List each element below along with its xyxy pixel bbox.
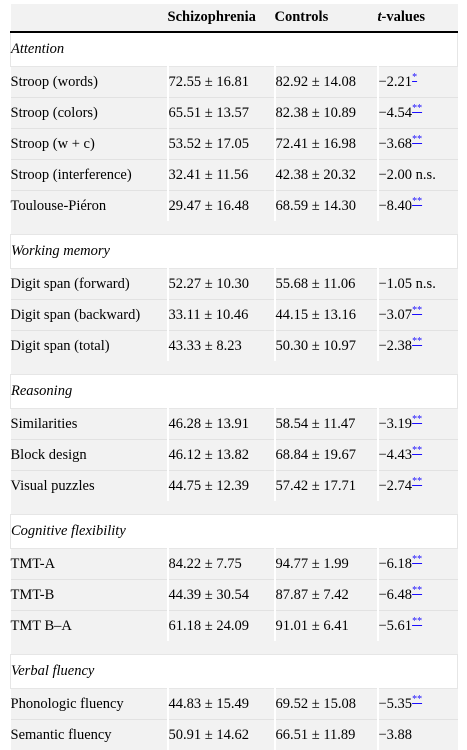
table-row bbox=[11, 331, 458, 362]
t-value: −2.38 bbox=[379, 338, 413, 354]
spacer-row bbox=[11, 501, 458, 515]
t-value-cell bbox=[378, 720, 458, 750]
significance-link[interactable]: ** bbox=[412, 134, 422, 145]
section-title: Attention bbox=[11, 32, 458, 67]
table-row bbox=[11, 689, 458, 720]
significance-link[interactable]: ** bbox=[412, 616, 422, 627]
section-row bbox=[11, 655, 458, 689]
significance-link[interactable]: ** bbox=[412, 414, 422, 425]
table-row bbox=[11, 129, 458, 160]
measure-name: Stroop (words) bbox=[11, 67, 168, 98]
controls-value: 72.41 ± 16.98 bbox=[275, 129, 378, 160]
significance-link[interactable]: ** bbox=[412, 445, 422, 456]
table-row bbox=[11, 549, 458, 580]
controls-value: 87.87 ± 7.42 bbox=[275, 580, 378, 611]
t-value-cell bbox=[378, 98, 458, 129]
measure-name: Similarities bbox=[11, 409, 168, 440]
controls-value: 82.92 ± 14.08 bbox=[275, 67, 378, 98]
section-title: Reasoning bbox=[11, 375, 458, 409]
header-row bbox=[11, 4, 458, 32]
spacer-row bbox=[11, 361, 458, 375]
t-value: −5.61 bbox=[379, 618, 413, 634]
controls-value: 91.01 ± 6.41 bbox=[275, 611, 378, 642]
table-row bbox=[11, 300, 458, 331]
t-value: −3.19 bbox=[379, 416, 413, 432]
header-t-italic: t bbox=[378, 9, 382, 25]
t-value-cell bbox=[378, 300, 458, 331]
header-measure bbox=[11, 4, 168, 32]
measure-name: Stroop (w + c) bbox=[11, 129, 168, 160]
controls-value: 44.15 ± 13.16 bbox=[275, 300, 378, 331]
measure-name: TMT-A bbox=[11, 549, 168, 580]
t-value: −5.35 bbox=[379, 696, 413, 712]
measure-name: TMT-B bbox=[11, 580, 168, 611]
t-value-cell bbox=[378, 440, 458, 471]
spacer-cell bbox=[11, 501, 458, 515]
schizophrenia-value: 46.28 ± 13.91 bbox=[168, 409, 275, 440]
schizophrenia-value: 44.83 ± 15.49 bbox=[168, 689, 275, 720]
controls-value: 58.54 ± 11.47 bbox=[275, 409, 378, 440]
t-value-cell bbox=[378, 409, 458, 440]
schizophrenia-value: 33.11 ± 10.46 bbox=[168, 300, 275, 331]
table-row bbox=[11, 269, 458, 300]
t-value-cell bbox=[378, 269, 458, 300]
t-value-cell bbox=[378, 129, 458, 160]
section-row bbox=[11, 235, 458, 269]
significance-link[interactable]: ** bbox=[412, 694, 422, 705]
schizophrenia-value: 53.52 ± 17.05 bbox=[168, 129, 275, 160]
measure-name: Phonologic fluency bbox=[11, 689, 168, 720]
schizophrenia-value: 29.47 ± 16.48 bbox=[168, 191, 275, 222]
measure-name: Visual puzzles bbox=[11, 471, 168, 502]
section-row bbox=[11, 515, 458, 549]
controls-value: 94.77 ± 1.99 bbox=[275, 549, 378, 580]
schizophrenia-value: 50.91 ± 14.62 bbox=[168, 720, 275, 750]
significance-link[interactable]: ** bbox=[412, 305, 422, 316]
spacer-cell bbox=[11, 641, 458, 655]
t-value: −2.21 bbox=[379, 74, 413, 90]
spacer-cell bbox=[11, 361, 458, 375]
header-t-rest: -values bbox=[382, 9, 426, 25]
measure-name: Digit span (total) bbox=[11, 331, 168, 362]
controls-value: 50.30 ± 10.97 bbox=[275, 331, 378, 362]
table-row bbox=[11, 440, 458, 471]
controls-value: 69.52 ± 15.08 bbox=[275, 689, 378, 720]
controls-value: 68.59 ± 14.30 bbox=[275, 191, 378, 222]
measure-name: Block design bbox=[11, 440, 168, 471]
spacer-row bbox=[11, 641, 458, 655]
section-title: Verbal fluency bbox=[11, 655, 458, 689]
section-title: Working memory bbox=[11, 235, 458, 269]
measure-name: Stroop (colors) bbox=[11, 98, 168, 129]
measure-name: Digit span (forward) bbox=[11, 269, 168, 300]
section-row bbox=[11, 32, 458, 67]
t-value: −6.48 bbox=[379, 587, 413, 603]
t-value: −2.00 n.s. bbox=[379, 167, 436, 183]
significance-link[interactable]: ** bbox=[412, 103, 422, 114]
t-value: −6.18 bbox=[379, 556, 413, 572]
schizophrenia-value: 65.51 ± 13.57 bbox=[168, 98, 275, 129]
t-value-cell bbox=[378, 160, 458, 191]
schizophrenia-value: 84.22 ± 7.75 bbox=[168, 549, 275, 580]
table-row bbox=[11, 720, 458, 750]
schizophrenia-value: 32.41 ± 11.56 bbox=[168, 160, 275, 191]
significance-link[interactable]: * bbox=[412, 72, 417, 83]
measure-name: TMT B–A bbox=[11, 611, 168, 642]
t-value: −3.88 bbox=[379, 727, 413, 743]
t-value-cell bbox=[378, 549, 458, 580]
controls-value: 57.42 ± 17.71 bbox=[275, 471, 378, 502]
results-table bbox=[10, 4, 458, 750]
table-row bbox=[11, 160, 458, 191]
controls-value: 82.38 ± 10.89 bbox=[275, 98, 378, 129]
header-controls: Controls bbox=[275, 4, 378, 32]
t-value-cell bbox=[378, 689, 458, 720]
table-row bbox=[11, 611, 458, 642]
significance-link[interactable]: ** bbox=[412, 196, 422, 207]
table-row bbox=[11, 471, 458, 502]
schizophrenia-value: 44.39 ± 30.54 bbox=[168, 580, 275, 611]
section-title: Cognitive flexibility bbox=[11, 515, 458, 549]
t-value: −3.68 bbox=[379, 136, 413, 152]
measure-name: Digit span (backward) bbox=[11, 300, 168, 331]
t-value-cell bbox=[378, 331, 458, 362]
t-value: −8.40 bbox=[379, 198, 413, 214]
controls-value: 55.68 ± 11.06 bbox=[275, 269, 378, 300]
schizophrenia-value: 44.75 ± 12.39 bbox=[168, 471, 275, 502]
table-row bbox=[11, 98, 458, 129]
t-value-cell bbox=[378, 611, 458, 642]
t-value-cell bbox=[378, 580, 458, 611]
header-schizophrenia: Schizophrenia bbox=[168, 4, 275, 32]
table-row bbox=[11, 409, 458, 440]
controls-value: 68.84 ± 19.67 bbox=[275, 440, 378, 471]
table-row bbox=[11, 580, 458, 611]
header-t-values bbox=[378, 4, 458, 32]
t-value-cell bbox=[378, 471, 458, 502]
t-value: −4.43 bbox=[379, 447, 413, 463]
t-value: −1.05 n.s. bbox=[379, 276, 436, 292]
controls-value: 42.38 ± 20.32 bbox=[275, 160, 378, 191]
table-row bbox=[11, 191, 458, 222]
t-value: −4.54 bbox=[379, 105, 413, 121]
schizophrenia-value: 61.18 ± 24.09 bbox=[168, 611, 275, 642]
t-value: −3.07 bbox=[379, 307, 413, 323]
significance-link[interactable]: ** bbox=[412, 554, 422, 565]
table-row bbox=[11, 67, 458, 98]
spacer-row bbox=[11, 221, 458, 235]
t-value-cell bbox=[378, 67, 458, 98]
schizophrenia-value: 46.12 ± 13.82 bbox=[168, 440, 275, 471]
measure-name: Semantic fluency bbox=[11, 720, 168, 750]
controls-value: 66.51 ± 11.89 bbox=[275, 720, 378, 750]
t-value-cell bbox=[378, 191, 458, 222]
t-value: −2.74 bbox=[379, 478, 413, 494]
spacer-cell bbox=[11, 221, 458, 235]
measure-name: Stroop (interference) bbox=[11, 160, 168, 191]
significance-link[interactable]: ** bbox=[412, 585, 422, 596]
measure-name: Toulouse-Piéron bbox=[11, 191, 168, 222]
schizophrenia-value: 52.27 ± 10.30 bbox=[168, 269, 275, 300]
schizophrenia-value: 72.55 ± 16.81 bbox=[168, 67, 275, 98]
section-row bbox=[11, 375, 458, 409]
schizophrenia-value: 43.33 ± 8.23 bbox=[168, 331, 275, 362]
significance-link[interactable]: ** bbox=[412, 336, 422, 347]
significance-link[interactable]: ** bbox=[412, 476, 422, 487]
